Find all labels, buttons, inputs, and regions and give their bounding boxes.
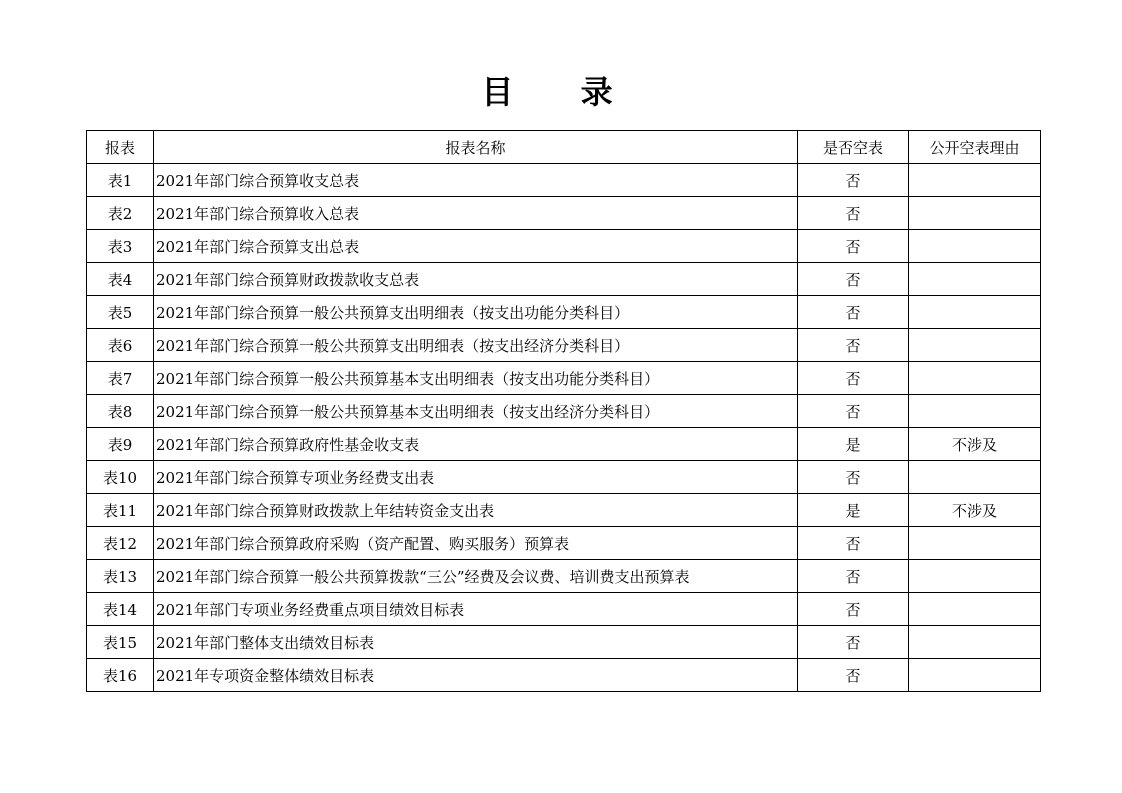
table-row [87,659,1041,692]
cell-empty-reason: 不涉及 [909,428,1041,461]
cell-is-empty: 是 [798,494,909,527]
table-row [87,197,1041,230]
cell-report-name: 2021年部门综合预算财政拨款上年结转资金支出表 [154,494,798,527]
table-row [87,428,1041,461]
cell-is-empty: 否 [798,296,909,329]
cell-empty-reason [909,395,1041,428]
cell-report-name: 2021年部门综合预算政府性基金收支表 [154,428,798,461]
cell-report-name: 2021年部门综合预算收入总表 [154,197,798,230]
table-row [87,395,1041,428]
cell-report-name: 2021年部门综合预算一般公共预算支出明细表（按支出经济分类科目） [154,329,798,362]
cell-report-name: 2021年部门综合预算财政拨款收支总表 [154,263,798,296]
cell-report-name: 2021年专项资金整体绩效目标表 [154,659,798,692]
cell-report-no: 表12 [87,527,154,560]
cell-empty-reason [909,230,1041,263]
table-row [87,461,1041,494]
cell-is-empty: 否 [798,593,909,626]
cell-is-empty: 否 [798,626,909,659]
cell-is-empty: 否 [798,263,909,296]
header-empty-reason: 公开空表理由 [909,131,1041,164]
table-row [87,164,1041,197]
cell-report-no: 表3 [87,230,154,263]
cell-report-no: 表9 [87,428,154,461]
header-is-empty: 是否空表 [798,131,909,164]
cell-empty-reason [909,461,1041,494]
cell-empty-reason [909,362,1041,395]
cell-report-name: 2021年部门综合预算收支总表 [154,164,798,197]
cell-report-no: 表7 [87,362,154,395]
cell-empty-reason [909,593,1041,626]
cell-report-name: 2021年部门综合预算一般公共预算基本支出明细表（按支出经济分类科目） [154,395,798,428]
cell-is-empty: 否 [798,395,909,428]
table-row [87,230,1041,263]
cell-report-no: 表1 [87,164,154,197]
cell-report-no: 表2 [87,197,154,230]
cell-is-empty: 是 [798,428,909,461]
cell-report-name: 2021年部门综合预算一般公共预算支出明细表（按支出功能分类科目） [154,296,798,329]
page-title: 目 录 [481,73,641,111]
cell-report-no: 表11 [87,494,154,527]
cell-empty-reason: 不涉及 [909,494,1041,527]
table-row [87,362,1041,395]
cell-is-empty: 否 [798,197,909,230]
table-row [87,593,1041,626]
cell-empty-reason [909,626,1041,659]
cell-is-empty: 否 [798,230,909,263]
cell-report-name: 2021年部门整体支出绩效目标表 [154,626,798,659]
header-report-name: 报表名称 [154,131,798,164]
table-header-row [87,131,1041,164]
cell-report-no: 表8 [87,395,154,428]
cell-report-no: 表14 [87,593,154,626]
cell-report-no: 表5 [87,296,154,329]
cell-report-name: 2021年部门综合预算一般公共预算基本支出明细表（按支出功能分类科目） [154,362,798,395]
cell-report-name: 2021年部门专项业务经费重点项目绩效目标表 [154,593,798,626]
cell-empty-reason [909,296,1041,329]
cell-report-no: 表10 [87,461,154,494]
cell-is-empty: 否 [798,527,909,560]
cell-is-empty: 否 [798,560,909,593]
cell-report-no: 表6 [87,329,154,362]
table-row [87,263,1041,296]
cell-report-name: 2021年部门综合预算一般公共预算拨款“三公”经费及会议费、培训费支出预算表 [154,560,798,593]
cell-is-empty: 否 [798,164,909,197]
cell-empty-reason [909,527,1041,560]
cell-empty-reason [909,329,1041,362]
cell-empty-reason [909,197,1041,230]
cell-is-empty: 否 [798,362,909,395]
report-index-table [86,130,1041,692]
cell-empty-reason [909,659,1041,692]
cell-report-name: 2021年部门综合预算政府采购（资产配置、购买服务）预算表 [154,527,798,560]
cell-is-empty: 否 [798,329,909,362]
table-row [87,560,1041,593]
cell-empty-reason [909,560,1041,593]
table-row [87,527,1041,560]
table-row [87,296,1041,329]
cell-report-name: 2021年部门综合预算支出总表 [154,230,798,263]
cell-empty-reason [909,164,1041,197]
cell-is-empty: 否 [798,659,909,692]
cell-report-no: 表15 [87,626,154,659]
cell-empty-reason [909,263,1041,296]
table-row [87,494,1041,527]
cell-is-empty: 否 [798,461,909,494]
cell-report-no: 表4 [87,263,154,296]
cell-report-no: 表13 [87,560,154,593]
table-row [87,329,1041,362]
table-row [87,626,1041,659]
cell-report-no: 表16 [87,659,154,692]
header-report-no: 报表 [87,131,154,164]
cell-report-name: 2021年部门综合预算专项业务经费支出表 [154,461,798,494]
